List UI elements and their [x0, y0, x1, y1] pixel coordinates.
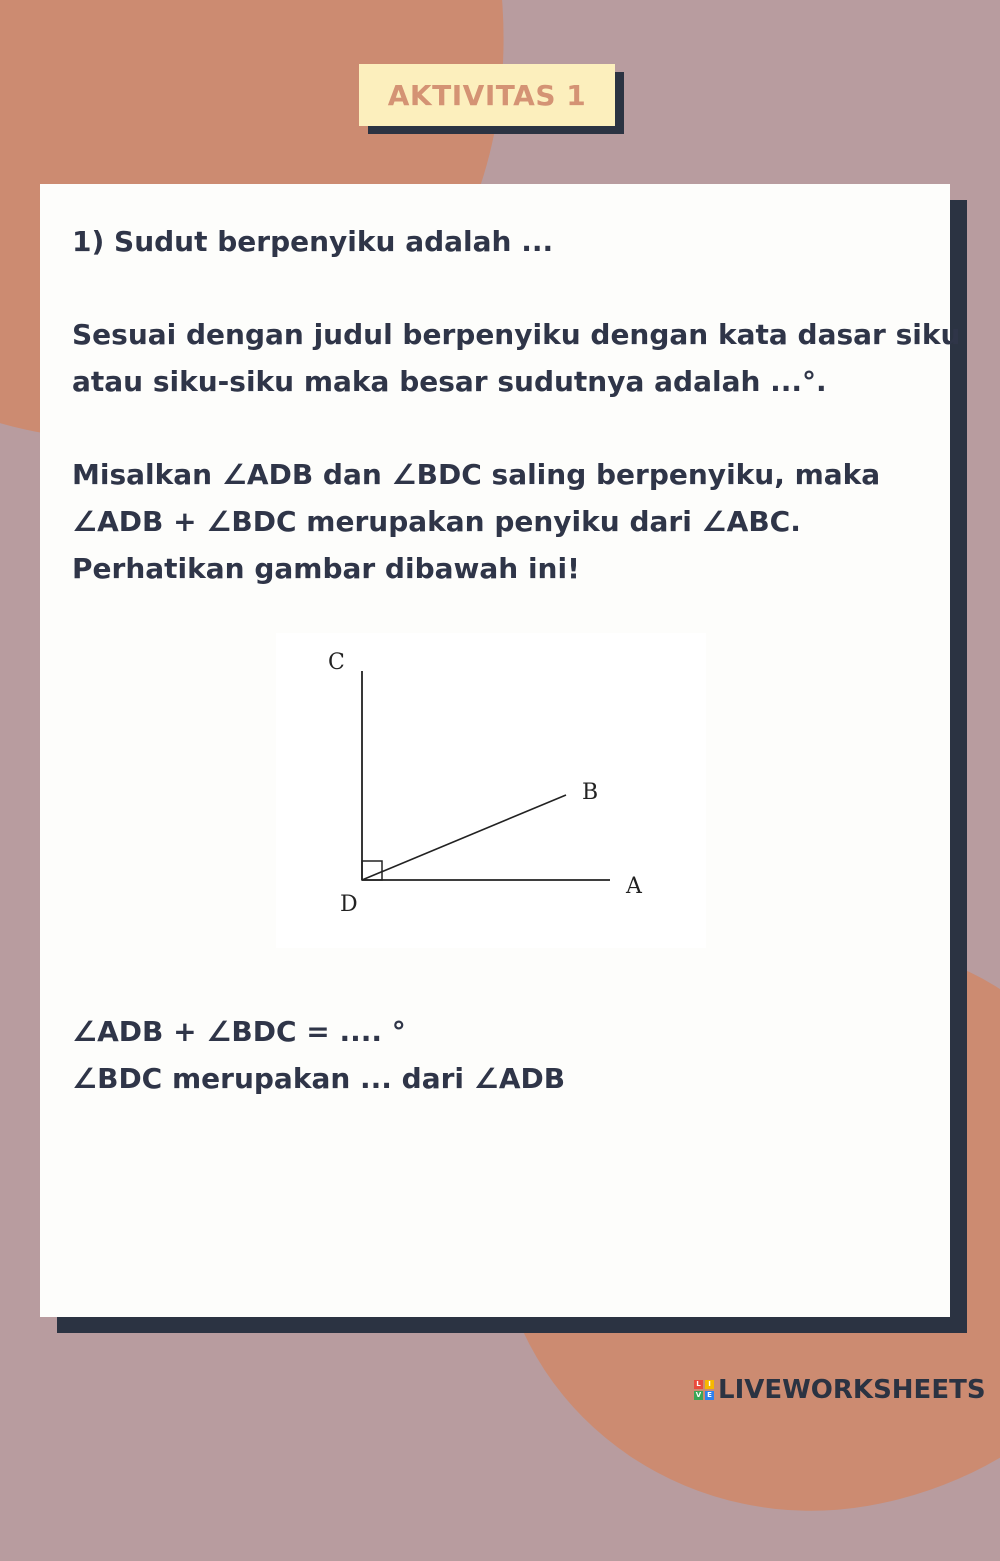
- paragraph1-line2: atau siku-siku maka besar sudutnya adalah ...°.: [72, 365, 827, 398]
- point-label-c: C: [328, 650, 345, 675]
- point-label-d: D: [340, 892, 358, 917]
- question-text: 1) Sudut berpenyiku adalah ...: [72, 225, 554, 258]
- paragraph2-line1: Misalkan ∠ADB dan ∠BDC saling berpenyiku, maka: [72, 458, 881, 491]
- paragraph2-line3: Perhatikan gambar dibawah ini!: [72, 552, 580, 585]
- angle-diagram-svg: [276, 633, 706, 948]
- angle-diagram: [276, 633, 706, 948]
- logo-letter: I: [705, 1380, 714, 1389]
- paragraph2-line2: ∠ADB + ∠BDC merupakan penyiku dari ∠ABC.: [72, 505, 801, 538]
- point-label-a: A: [626, 874, 642, 899]
- logo-letter: V: [695, 1391, 702, 1399]
- answer-line1: ∠ADB + ∠BDC = .... °: [72, 1015, 406, 1048]
- logo-letter: E: [705, 1391, 714, 1400]
- logo-text: LIVEWORKSHEETS: [718, 1375, 986, 1405]
- logo-letter: L: [694, 1380, 703, 1389]
- point-label-b: B: [582, 780, 599, 805]
- liveworksheets-logo: [694, 1374, 986, 1406]
- paragraph1-line1: Sesuai dengan judul berpenyiku dengan kata dasar siku: [72, 318, 961, 351]
- logo-mark-icon: [694, 1380, 714, 1400]
- activity-title: AKTIVITAS 1: [359, 64, 615, 126]
- answer-line2: ∠BDC merupakan ... dari ∠ADB: [72, 1062, 566, 1095]
- right-angle-mark: [362, 861, 382, 880]
- ray-db: [362, 795, 566, 880]
